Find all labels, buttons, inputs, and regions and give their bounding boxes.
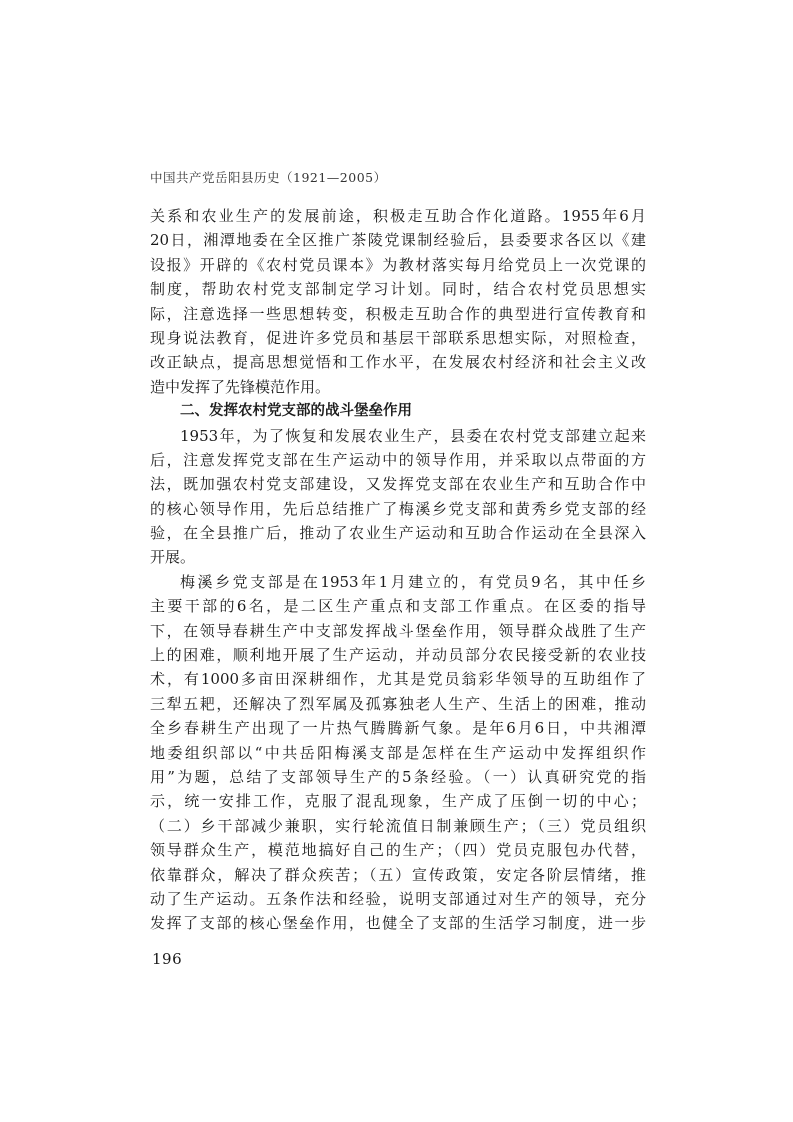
paragraph-first-line: 1953年，为了恢复和发展农业生产，县委在农村党支部建立起来 (180, 426, 646, 445)
text-line: 的核心领导作用，先后总结推广了梅溪乡党支部和黄秀乡党支部的经 (150, 499, 646, 518)
paragraph-last-line: 造中发挥了先锋模范作用。 (150, 377, 331, 396)
text-line: 上的困难，顺利地开展了生产运动，并动员部分农民接受新的农业技 (150, 646, 646, 665)
text-line: 术，有1000多亩田深耕细作，尤其是党员翁彩华领导的互助组作了 (150, 670, 646, 689)
text-line: 领导群众生产，模范地搞好自己的生产；（四）党员克服包办代替， (150, 841, 646, 860)
text-line: 下，在领导春耕生产中支部发挥战斗堡垒作用，领导群众战胜了生产 (150, 621, 646, 640)
text-line: 示，统一安排工作，克服了混乱现象，生产成了压倒一切的中心； (150, 792, 646, 811)
text-line: 20日，湘潭地委在全区推广茶陵党课制经验后，县委要求各区以《建 (150, 231, 646, 250)
paragraph-last-line: 开展。 (150, 548, 196, 567)
text-line: 依靠群众，解决了群众疾苦；（五）宣传政策，安定各阶层情绪，推 (150, 865, 646, 884)
text-line: 三犁五耙，还解决了烈军属及孤寡独老人生产、生活上的困难，推动 (150, 694, 646, 713)
text-line: 改正缺点，提高思想觉悟和工作水平，在发展农村经济和社会主义改 (150, 353, 646, 372)
page-number: 196 (152, 950, 183, 968)
text-line: 现身说法教育，促进许多党员和基层干部联系思想实际，对照检查， (150, 328, 646, 347)
text-line: 主要干部的6名，是二区生产重点和支部工作重点。在区委的指导 (150, 597, 646, 616)
text-line: （二）乡干部减少兼职，实行轮流值日制兼顾生产；（三）党员组织 (150, 816, 646, 835)
text-line: 法，既加强农村党支部建设，又发挥党支部在农业生产和互助合作中 (150, 475, 646, 494)
text-line: 用”为题，总结了支部领导生产的5条经验。（一）认真研究党的指 (150, 767, 646, 786)
text-line: 验，在全县推广后，推动了农业生产运动和互助合作运动在全县深入 (150, 524, 646, 543)
running-head: 中国共产党岳阳县历史（1921—2005） (150, 170, 387, 185)
body-text (150, 204, 646, 936)
text-line: 发挥了支部的核心堡垒作用，也健全了支部的生活学习制度，进一步 (150, 914, 646, 933)
text-line: 际，注意选择一些思想转变，积极走互助合作的典型进行宣传教育和 (150, 304, 646, 323)
section-heading: 二、发挥农村党支部的战斗堡垒作用 (180, 403, 412, 420)
text-line: 全乡春耕生产出现了一片热气腾腾新气象。是年6月6日，中共湘潭 (150, 719, 646, 738)
text-line: 设报》开辟的《农村党员课本》为教材落实每月给党员上一次党课的 (150, 255, 646, 274)
text-line: 关系和农业生产的发展前途，积极走互助合作化道路。1955年6月 (150, 207, 646, 225)
text-line: 动了生产运动。五条作法和经验，说明支部通过对生产的领导，充分 (150, 889, 646, 908)
text-line: 制度，帮助农村党支部制定学习计划。同时，结合农村党员思想实 (150, 280, 646, 299)
text-line: 地委组织部以“中共岳阳梅溪支部是怎样在生产运动中发挥组织作 (150, 743, 646, 762)
paragraph-first-line: 梅溪乡党支部是在1953年1月建立的，有党员9名，其中任乡 (180, 572, 646, 591)
text-line: 后，注意发挥党支部在生产运动中的领导作用，并采取以点带面的方 (150, 450, 646, 469)
